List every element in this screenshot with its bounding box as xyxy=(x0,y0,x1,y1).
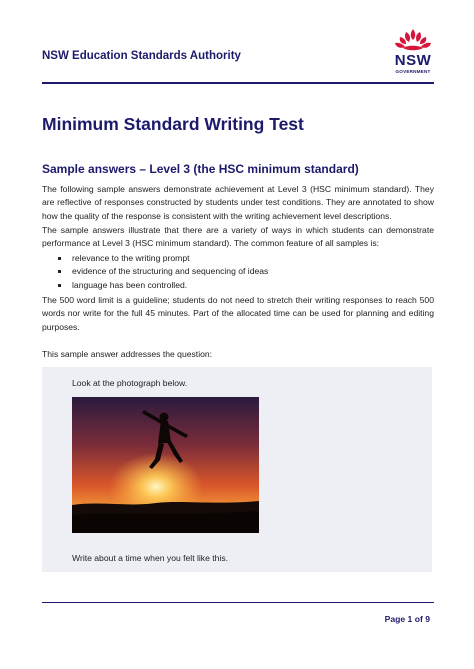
bullet-icon xyxy=(58,257,61,260)
header-divider xyxy=(42,82,434,84)
word-limit-paragraph: The 500 word limit is a guideline; students do not need to stretch their writing responses to reach 500 words nor write for the full 45 minutes. Part of the allocated time can be used for planning and editing purposes. xyxy=(42,295,434,332)
page-number: Page 1 of 9 xyxy=(384,614,430,624)
section-heading: Sample answers – Level 3 (the HSC minimum standard) xyxy=(42,162,359,176)
logo-wordmark: NSW xyxy=(394,52,432,69)
bullet-icon xyxy=(58,270,61,273)
logo-subtext: GOVERNMENT xyxy=(395,69,431,74)
question-prompt: Write about a time when you felt like this. xyxy=(72,553,229,563)
question-intro-paragraph: This sample answer addresses the question: xyxy=(42,349,213,359)
footer-divider xyxy=(42,602,434,603)
samples-paragraph: The sample answers illustrate that there are a variety of ways in which students can demonstrate performance at Level 3 (HSC minimum standard). The common feature of all samples is: xyxy=(42,225,434,249)
question-instruction: Look at the photograph below. xyxy=(72,378,188,388)
list-item-text: language has been controlled. xyxy=(72,279,188,290)
nsw-government-logo xyxy=(388,26,438,78)
list-item xyxy=(58,265,268,278)
list-item xyxy=(58,279,268,292)
bullet-icon xyxy=(58,284,61,287)
organization-name: NSW Education Standards Authority xyxy=(42,50,241,62)
sunset-jump-photograph xyxy=(72,397,259,533)
list-item-text: relevance to the writing prompt xyxy=(72,253,190,263)
list-item-text: evidence of the structuring and sequencing of ideas xyxy=(72,266,269,277)
document-title: Minimum Standard Writing Test xyxy=(42,114,304,134)
intro-paragraph: The following sample answers demonstrate achievement at Level 3 (HSC minimum standard). They are reflective of responses constructed by students under test conditions. They are annotated to show how the quality of the response is consistent with the writing achievement level descriptions. xyxy=(42,184,434,221)
waratah-flower-icon xyxy=(388,26,438,54)
list-item xyxy=(58,252,268,265)
common-features-list xyxy=(58,252,268,292)
photograph-image xyxy=(72,397,259,533)
